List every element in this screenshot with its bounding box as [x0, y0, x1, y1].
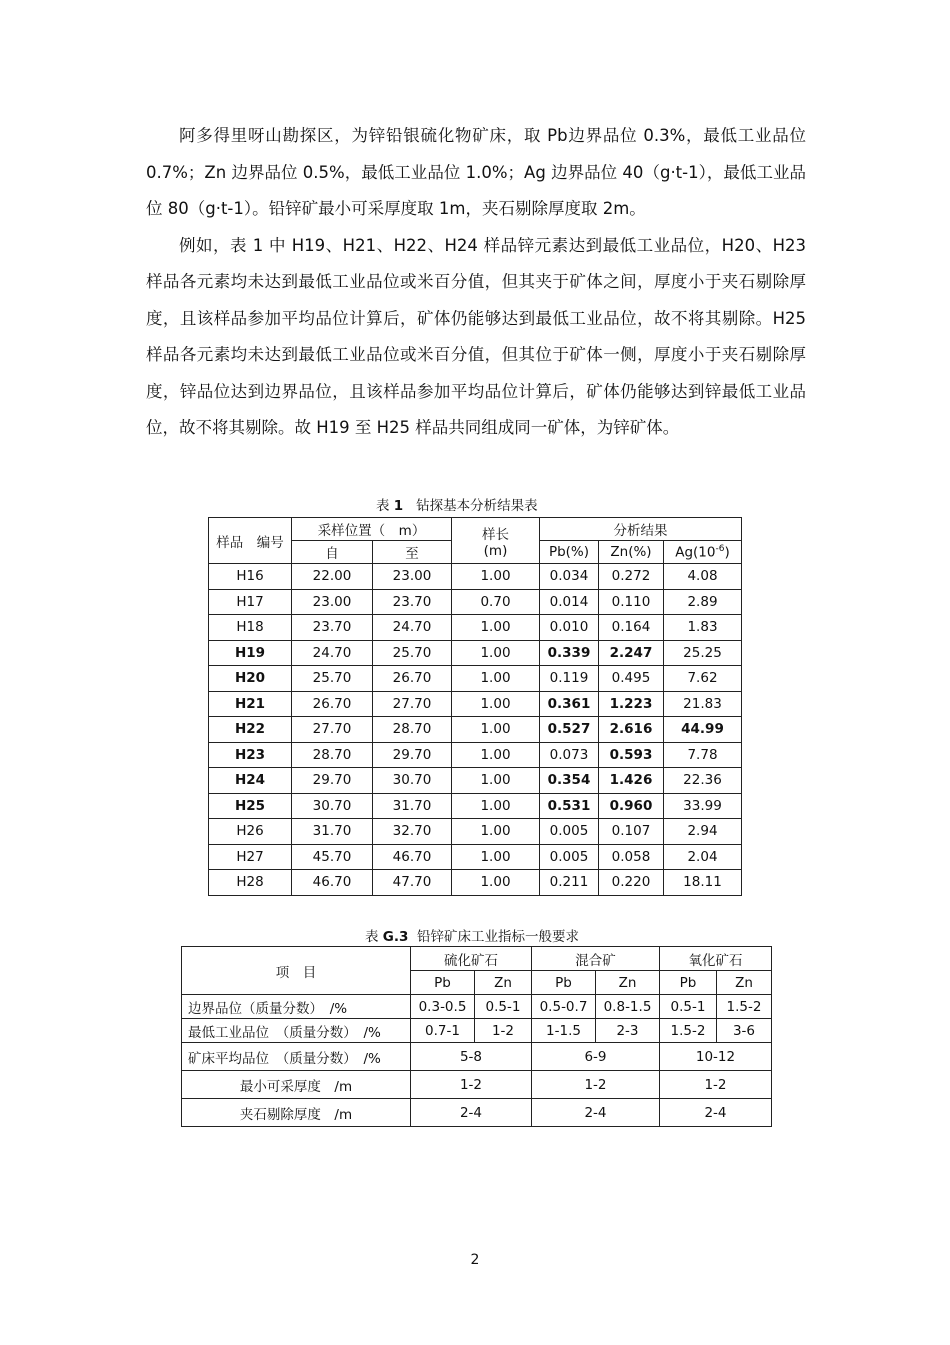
- pb-value: 0.005: [540, 819, 599, 845]
- to-value: 26.70: [373, 666, 452, 692]
- header-zn: Zn(%): [599, 541, 664, 564]
- from-value: 29.70: [292, 768, 373, 794]
- pb-value: 0.010: [540, 615, 599, 641]
- cell-value: 1-1.5: [532, 1019, 596, 1043]
- zn-value: 1.426: [599, 768, 664, 794]
- length-value: 1.00: [452, 666, 540, 692]
- table2-caption: [365, 925, 579, 945]
- header-oxide: 氧化矿石: [660, 947, 772, 971]
- cell-value: 0.5-1: [660, 995, 717, 1019]
- pb-value: 0.339: [540, 640, 599, 666]
- ag-value: 2.04: [664, 844, 742, 870]
- from-value: 23.00: [292, 589, 373, 615]
- from-value: 26.70: [292, 691, 373, 717]
- to-value: 32.70: [373, 819, 452, 845]
- sample-id: H16: [209, 564, 292, 590]
- sample-id: H24: [209, 768, 292, 794]
- zn-value: 0.164: [599, 615, 664, 641]
- paragraph-2: 例如，表 1 中 H19、H21、H22、H24 样品锌元素达到最低工业品位，H20、H23 样品各元素均未达到最低工业品位或米百分值，但其夹于矿体之间，厚度小于夹石剔除厚度，且该样品参加平均品位计算后，矿体仍能够达到最低工业品位，故不将其剔除。H25 样品各元素均未达到最低工业品位或米百分值，但其位于矿体一侧，厚度小于夹石剔除厚度，锌品位达到边界品位，且该样品参加平均品位计算后，矿体仍能够达到锌最低工业品位，故不将其剔除。故 H19 至 H25 样品共同组成同一矿体，为锌矿体。: [146, 235, 806, 437]
- from-value: 22.00: [292, 564, 373, 590]
- row-label: 边界品位（质量分数） /%: [182, 995, 411, 1019]
- length-value: 1.00: [452, 768, 540, 794]
- paragraph-1: 阿多得里呀山勘探区，为锌铅银硫化物矿床，取 Pb边界品位 0.3%，最低工业品位 0.7%；Zn 边界品位 0.5%，最低工业品位 1.0%；Ag 边界品位 40（g·t-1），最低工业品位 80（g·t-1）。铅锌矿最小可采厚度取 1m，夹石剔除厚度取 2m。: [146, 126, 806, 218]
- from-value: 46.70: [292, 870, 373, 896]
- table-row: [209, 717, 742, 743]
- table-row: [209, 793, 742, 819]
- sample-id: H22: [209, 717, 292, 743]
- table1-caption: [376, 494, 538, 514]
- caption-prefix: 表: [365, 929, 383, 945]
- table-row: [182, 1043, 772, 1071]
- indicator-table-body: [182, 995, 772, 1127]
- zn-value: 0.495: [599, 666, 664, 692]
- header-mixed: 混合矿: [532, 947, 660, 971]
- ag-value: 1.83: [664, 615, 742, 641]
- merged-value: 2-4: [532, 1099, 660, 1127]
- to-value: 23.00: [373, 564, 452, 590]
- table-row: [209, 666, 742, 692]
- header-oxide-zn: Zn: [717, 971, 772, 995]
- to-value: 27.70: [373, 691, 452, 717]
- merged-value: 10-12: [660, 1043, 772, 1071]
- to-value: 30.70: [373, 768, 452, 794]
- header-length: [452, 518, 540, 564]
- length-value: 1.00: [452, 870, 540, 896]
- indicator-table: [181, 946, 772, 1127]
- length-value: 1.00: [452, 717, 540, 743]
- caption-number: 1: [393, 498, 404, 514]
- analysis-table: [208, 517, 742, 896]
- length-value: 1.00: [452, 615, 540, 641]
- header-position: 采样位置（ m）: [292, 518, 452, 541]
- table-row: [182, 995, 772, 1019]
- to-value: 24.70: [373, 615, 452, 641]
- row-label: 矿床平均品位 （质量分数） /%: [182, 1043, 411, 1071]
- cell-value: 1-2: [475, 1019, 532, 1043]
- zn-value: 1.223: [599, 691, 664, 717]
- pb-value: 0.354: [540, 768, 599, 794]
- pb-value: 0.014: [540, 589, 599, 615]
- to-value: 23.70: [373, 589, 452, 615]
- table-row: [209, 589, 742, 615]
- table-row: [209, 615, 742, 641]
- table-row: [209, 691, 742, 717]
- row-label: 最小可采厚度 /m: [182, 1071, 411, 1099]
- ag-value: 4.08: [664, 564, 742, 590]
- pb-value: 0.119: [540, 666, 599, 692]
- length-value: 1.00: [452, 844, 540, 870]
- pb-value: 0.211: [540, 870, 599, 896]
- merged-value: 2-4: [411, 1099, 532, 1127]
- row-label: 最低工业品位 （质量分数） /%: [182, 1019, 411, 1043]
- pb-value: 0.527: [540, 717, 599, 743]
- ag-value: 2.89: [664, 589, 742, 615]
- sample-id: H23: [209, 742, 292, 768]
- to-value: 29.70: [373, 742, 452, 768]
- header-results: 分析结果: [540, 518, 742, 541]
- table-row: [209, 819, 742, 845]
- header-ag-close: ): [724, 544, 730, 561]
- table-row: [209, 870, 742, 896]
- header-ag-exponent: -6: [715, 543, 725, 554]
- ag-value: 7.62: [664, 666, 742, 692]
- header-oxide-pb: Pb: [660, 971, 717, 995]
- pb-value: 0.005: [540, 844, 599, 870]
- header-sample: 样品 编号: [209, 518, 292, 564]
- table-row: [209, 768, 742, 794]
- caption-title: 钻探基本分析结果表: [416, 498, 538, 514]
- to-value: 47.70: [373, 870, 452, 896]
- to-value: 28.70: [373, 717, 452, 743]
- cell-value: 1.5-2: [660, 1019, 717, 1043]
- from-value: 45.70: [292, 844, 373, 870]
- cell-value: 0.7-1: [411, 1019, 475, 1043]
- cell-value: 1.5-2: [717, 995, 772, 1019]
- cell-value: 3-6: [717, 1019, 772, 1043]
- cell-value: 0.3-0.5: [411, 995, 475, 1019]
- length-value: 1.00: [452, 564, 540, 590]
- ag-value: 21.83: [664, 691, 742, 717]
- length-value: 1.00: [452, 691, 540, 717]
- header-sulfide-zn: Zn: [475, 971, 532, 995]
- merged-value: 5-8: [411, 1043, 532, 1071]
- header-mixed-zn: Zn: [596, 971, 660, 995]
- length-value: 1.00: [452, 793, 540, 819]
- cell-value: 0.5-0.7: [532, 995, 596, 1019]
- merged-value: 1-2: [411, 1071, 532, 1099]
- from-value: 25.70: [292, 666, 373, 692]
- body-text: [146, 118, 806, 447]
- table-row: [182, 1099, 772, 1127]
- zn-value: 0.272: [599, 564, 664, 590]
- header-from: 自: [292, 541, 373, 564]
- from-value: 28.70: [292, 742, 373, 768]
- ag-value: 18.11: [664, 870, 742, 896]
- sample-id: H26: [209, 819, 292, 845]
- header-item: 项 目: [182, 947, 411, 995]
- zn-value: 0.058: [599, 844, 664, 870]
- zn-value: 2.247: [599, 640, 664, 666]
- merged-value: 6-9: [532, 1043, 660, 1071]
- sample-id: H25: [209, 793, 292, 819]
- header-length-unit: (m): [483, 542, 508, 559]
- to-value: 31.70: [373, 793, 452, 819]
- sample-id: H19: [209, 640, 292, 666]
- table-row: [209, 844, 742, 870]
- zn-value: 0.110: [599, 589, 664, 615]
- header-sulfide-pb: Pb: [411, 971, 475, 995]
- header-length-label: 样长: [482, 526, 509, 543]
- pb-value: 0.361: [540, 691, 599, 717]
- zn-value: 0.593: [599, 742, 664, 768]
- zn-value: 0.220: [599, 870, 664, 896]
- from-value: 27.70: [292, 717, 373, 743]
- length-value: 1.00: [452, 819, 540, 845]
- sample-id: H28: [209, 870, 292, 896]
- merged-value: 2-4: [660, 1099, 772, 1127]
- header-to: 至: [373, 541, 452, 564]
- cell-value: 2-3: [596, 1019, 660, 1043]
- length-value: 1.00: [452, 742, 540, 768]
- cell-value: 0.5-1: [475, 995, 532, 1019]
- sample-id: H27: [209, 844, 292, 870]
- header-sulfide: 硫化矿石: [411, 947, 532, 971]
- from-value: 24.70: [292, 640, 373, 666]
- pb-value: 0.073: [540, 742, 599, 768]
- length-value: 0.70: [452, 589, 540, 615]
- zn-value: 0.960: [599, 793, 664, 819]
- header-mixed-pb: Pb: [532, 971, 596, 995]
- header-ag: [664, 541, 742, 564]
- to-value: 46.70: [373, 844, 452, 870]
- ag-value: 2.94: [664, 819, 742, 845]
- sample-id: H17: [209, 589, 292, 615]
- page-number: 2: [470, 1252, 480, 1268]
- ag-value: 33.99: [664, 793, 742, 819]
- table-row: [182, 1071, 772, 1099]
- caption-number: G.3: [382, 929, 409, 945]
- table-row: [209, 742, 742, 768]
- header-ag-label: Ag(10: [675, 544, 716, 561]
- caption-title: 铅锌矿床工业指标一般要求: [417, 929, 579, 945]
- from-value: 30.70: [292, 793, 373, 819]
- row-label: 夹石剔除厚度 /m: [182, 1099, 411, 1127]
- cell-value: 0.8-1.5: [596, 995, 660, 1019]
- table-row: [182, 1019, 772, 1043]
- merged-value: 1-2: [660, 1071, 772, 1099]
- merged-value: 1-2: [532, 1071, 660, 1099]
- header-pb: Pb(%): [540, 541, 599, 564]
- from-value: 23.70: [292, 615, 373, 641]
- pb-value: 0.034: [540, 564, 599, 590]
- caption-prefix: 表: [376, 498, 394, 514]
- to-value: 25.70: [373, 640, 452, 666]
- zn-value: 0.107: [599, 819, 664, 845]
- sample-id: H18: [209, 615, 292, 641]
- analysis-table-body: [209, 564, 742, 896]
- from-value: 31.70: [292, 819, 373, 845]
- table-row: [209, 564, 742, 590]
- ag-value: 22.36: [664, 768, 742, 794]
- table-row: [209, 640, 742, 666]
- sample-id: H21: [209, 691, 292, 717]
- zn-value: 2.616: [599, 717, 664, 743]
- length-value: 1.00: [452, 640, 540, 666]
- ag-value: 7.78: [664, 742, 742, 768]
- pb-value: 0.531: [540, 793, 599, 819]
- ag-value: 25.25: [664, 640, 742, 666]
- sample-id: H20: [209, 666, 292, 692]
- ag-value: 44.99: [664, 717, 742, 743]
